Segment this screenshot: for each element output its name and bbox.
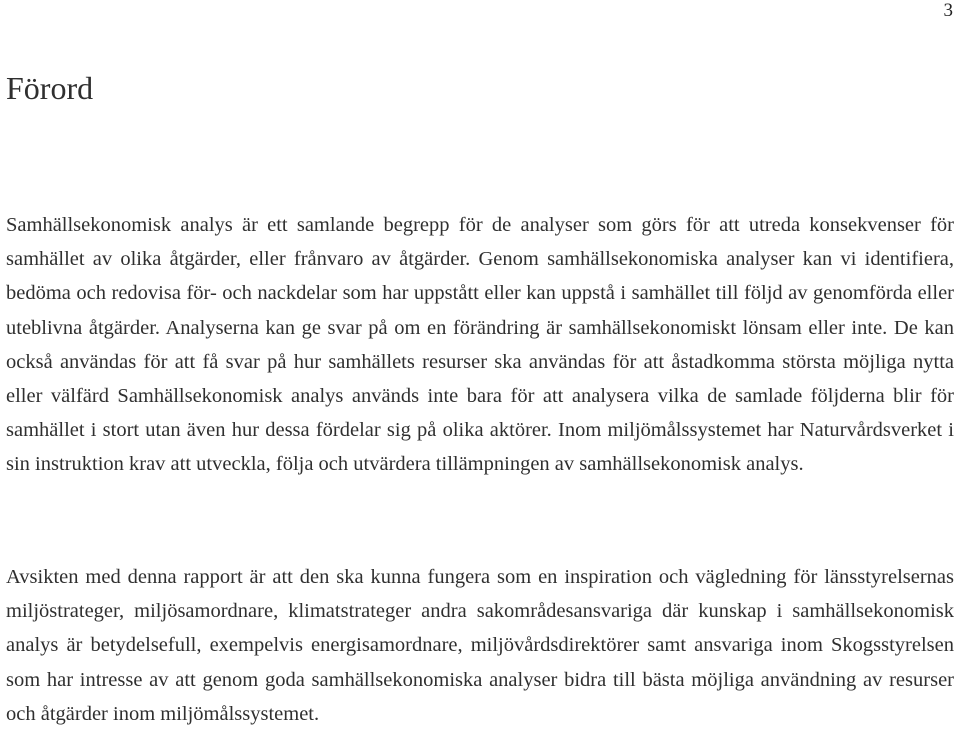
page-number: 3 [943,0,953,21]
page-title: Förord [6,70,94,106]
paragraph-purpose: Avsikten med denna rapport är att den ska kunna fungera som en inspiration och vägledning för länsstyrelsernas miljöstrateger, miljösamordnare, klimatstrateger andra sakområdesansvariga där kunskap i samhällsekonomisk analys är betydelsefull, exempelvis energisamordnare, miljövårdsdirektörer samt ansvariga inom Skogsstyrelsen som har intresse av att genom goda samhällsekonomiska analyser bidra till bästa möjliga användning av resurser och åtgärder inom miljömålssystemet. [6,566,954,725]
paragraph-intro: Samhällsekonomisk analys är ett samlande begrepp för de analyser som görs för att utreda konsekvenser för samhället av olika åtgärder, eller frånvaro av åtgärder. Genom samhällsekonomiska analyser kan vi identifiera, bedöma och redovisa för- och nackdelar som har uppstått eller kan uppstå i samhället till följd av genomförda eller uteblivna åtgärder. Analyserna kan ge svar på om en förändring är samhällsekonomiskt lönsam eller inte. De kan också användas för att få svar på hur samhällets resurser ska användas för att åstadkomma största möjliga nytta eller välfärd Samhällsekonomisk analys används inte bara för att analysera vilka de samlade följderna blir för samhället i stort utan även hur dessa fördelar sig på olika aktörer. Inom miljömålssystemet har Naturvårdsverket i sin instruktion krav att utveckla, följa och utvärdera tillämpningen av samhällsekonomisk analys. [6,214,954,476]
